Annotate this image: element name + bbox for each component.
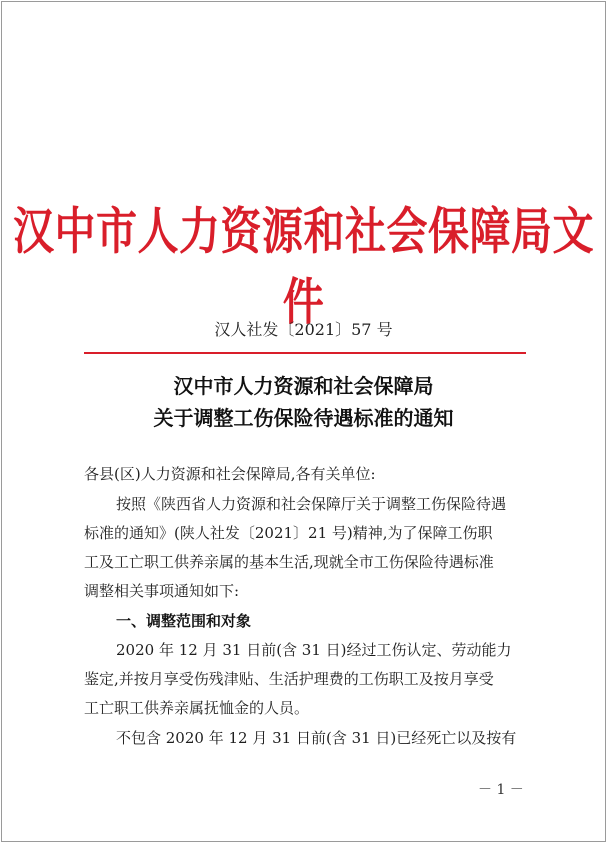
section-line: 不包含 2020 年 12 月 31 日前(含 31 日)已经死亡以及按有 — [116, 729, 517, 747]
intro-line: 标准的通知》(陕人社发〔2021〕21 号)精神,为了保障工伤职 — [84, 524, 493, 542]
notice-title-line-2: 关于调整工伤保险待遇标准的通知 — [153, 406, 454, 430]
page-number: － 1 － — [478, 782, 524, 798]
notice-title-line-1: 汉中市人力资源和社会保障局 — [173, 374, 434, 398]
document-number: 汉人社发〔2021〕57 号 — [214, 320, 393, 339]
intro-line: 按照《陕西省人力资源和社会保障厅关于调整工伤保险待遇 — [116, 495, 507, 513]
addressee-line: 各县(区)人力资源和社会保障局,各有关单位: — [84, 465, 376, 483]
intro-line: 调整相关事项通知如下: — [84, 582, 240, 600]
section-line: 鉴定,并按月享受伤残津贴、生活护理费的工伤职工及按月享受 — [84, 670, 494, 688]
section-line: 工亡职工供养亲属抚恤金的人员。 — [84, 699, 310, 717]
intro-line: 工及工亡职工供养亲属的基本生活,现就全市工伤保险待遇标准 — [84, 553, 494, 571]
document-header-title: 汉中市人力资源和社会保障局文件 — [13, 202, 594, 332]
section-heading: 一、调整范围和对象 — [116, 612, 252, 630]
red-divider-line — [84, 352, 526, 354]
section-line: 2020 年 12 月 31 日前(含 31 日)经过工伤认定、劳动能力 — [116, 641, 512, 659]
